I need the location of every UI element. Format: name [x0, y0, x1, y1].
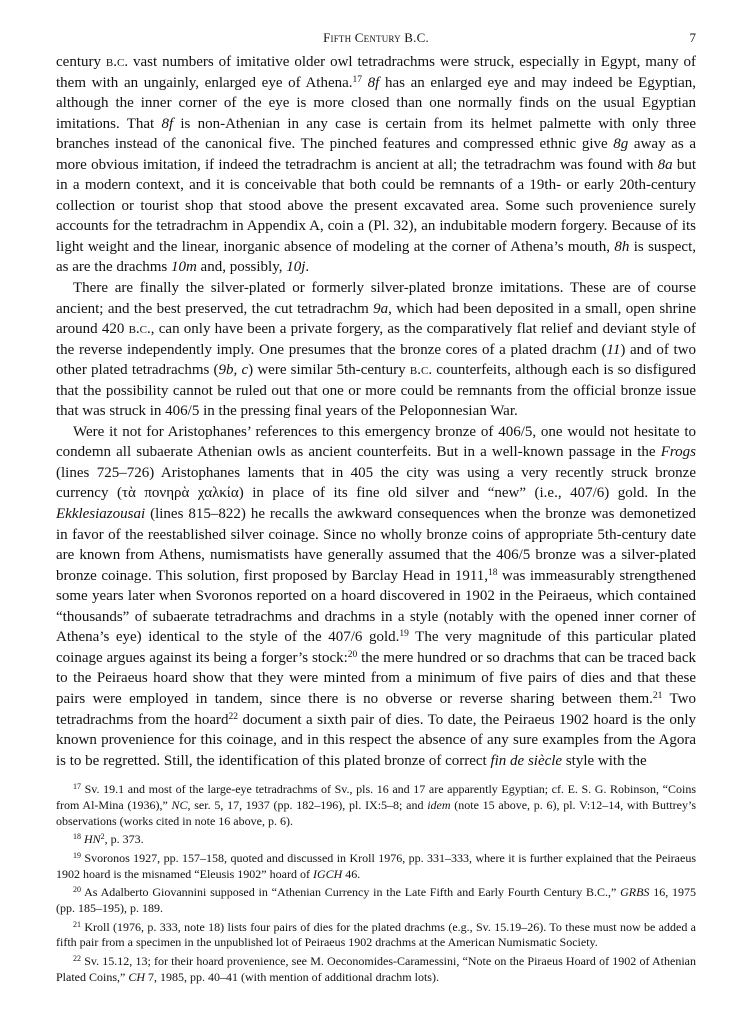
note-ref: 20 — [347, 649, 358, 660]
note-ref: 18 — [488, 567, 498, 578]
text-run: 16, 1975 (pp. 185–195), p. 189. — [56, 885, 696, 916]
page — [56, 30, 696, 986]
italic-run: IGCH — [312, 866, 343, 881]
text-run: Sv. 15.12, 13; for their hoard provenience, see M. Oeconomides-Caramessini, “Note on the Piraeus Hoard of 1902 of Athenian Plated Coins,” — [56, 954, 696, 984]
note-ref: 22 — [228, 711, 238, 722]
note-ref: 19 — [73, 850, 81, 860]
italic-run: idem — [427, 797, 451, 812]
small-caps-run: b.c. — [128, 321, 151, 338]
text-run: (lines 815–822) he recalls the awkward consequences when the bronze was demonetized in favor of the reestablished silver coinage. Since no wholly bronze coins of appropriate 5th-century date are known from Athens, numismatists have generally assumed that the 406/5 bronze was a silver-plated bronze coinage. This solution, first proposed by Barclay Head in 1911, — [56, 506, 696, 584]
text-run: , ser. 5, 17, 1937 (pp. 182–196), pl. IX:5–8; and — [187, 797, 428, 812]
text-run: . — [305, 259, 310, 276]
text-run: Svoronos 1927, pp. 157–158, quoted and discussed in Kroll 1976, pp. 331–333, where it is further explained that the Peiraeus 1902 hoard is the misnamed “Eleusis 1902” hoard of — [56, 850, 696, 881]
footnote — [56, 885, 696, 916]
text-run: ) were similar 5th-century — [248, 362, 410, 379]
italic-run: GRBS — [620, 885, 650, 900]
text-run: , p. 373. — [104, 832, 144, 847]
note-ref: 20 — [73, 885, 81, 895]
text-run: is suspect, as are the drachms — [56, 238, 696, 276]
note-ref: 17 — [73, 782, 81, 792]
note-ref: 22 — [73, 954, 81, 964]
footnotes — [56, 782, 696, 985]
text-run: Sv. 19.1 and most of the large-eye tetradrachms of Sv., pls. 16 and 17 are apparently Egyptian; cf. E. S. G. Robinson, “Coins from Al-Mina (1936),” — [56, 782, 696, 812]
small-caps-run: b.c. — [105, 54, 129, 70]
paragraph — [56, 422, 696, 771]
text-run: the mere hundred or so drachms that can be traced back to the Peiraeus hoard show that they were minted from a minimum of five pairs of dies and that these pairs were employed in tandem, since there is no obverse or reverse sharing between them. — [56, 649, 696, 707]
text-run: ) and of two other plated tetradrachms ( — [56, 341, 696, 379]
text-run: style with the — [562, 752, 647, 769]
italic-run: CH — [128, 969, 145, 984]
text-run: 7, 1985, pp. 40–41 (with mention of additional drachm lots). — [145, 969, 439, 984]
italic-run: fin de siècle — [490, 752, 563, 769]
italic-run: 8h — [614, 238, 630, 255]
italic-run: 10j — [286, 259, 306, 276]
italic-run: 9a — [373, 300, 389, 317]
body-text — [56, 52, 696, 771]
italic-run: HN — [84, 832, 101, 847]
paragraph — [56, 278, 696, 422]
italic-run: 8a — [657, 156, 673, 173]
italic-run: NC — [171, 797, 188, 812]
text-run: The very magnitude of this particular plated coinage argues against its being a forger’s stock: — [56, 629, 696, 666]
text-run: There are finally the silver-plated or formerly silver-plated bronze imitations. These are of course ancient; and the best preserved, the cut tetradrachm — [56, 280, 696, 317]
italic-run: 8g — [613, 136, 629, 153]
italic-run: 8f — [161, 115, 174, 132]
text-run: was immeasurably strengthened some years later when Svoronos reported on a hoard discovered in 1902 in the Peiraeus, which contained “thousands” of subaerate tetradrachms and drachms in a style (notably with the opened inner corner of Athena’s eye) identical to the style of the 407/6 gold. — [56, 567, 696, 646]
note-ref: 2 — [100, 832, 105, 842]
text-run: Were it not for Aristophanes’ references to this emergency bronze of 406/5, one would not hesitate to condemn all subaerate Athenian owls as ancient counterfeits. But in a well-known passage in the — [56, 423, 696, 461]
small-caps-run: b.c. — [409, 362, 433, 379]
italic-run: Ekklesiazousai — [56, 506, 146, 523]
footnote — [56, 782, 696, 829]
running-head — [56, 30, 696, 52]
footnote — [56, 954, 696, 985]
note-ref: 21 — [73, 919, 81, 929]
text-run: has an enlarged eye and may indeed be Egyptian, although the inner corner of the eye is more closed than one normally finds on the usual Egyptian imitations. That — [56, 74, 697, 132]
text-run: century — [56, 54, 106, 70]
note-ref: 17 — [352, 74, 363, 85]
text-run: , can only have been a private forgery, as the comparatively flat relief and deviant style of the reverse independently imply. One presumes that the bronze cores of a plated drachm ( — [56, 321, 696, 358]
text-run: (note 15 above, p. 6), pl. V:12–14, with Buttrey’s observations (works cited in note 16 above, p. 6). — [56, 797, 696, 828]
text-run: Kroll (1976, p. 333, note 18) lists four pairs of dies for the plated drachms (e.g., Sv. 15.19–26). To these must now be added a fifth pair from a specimen in the unpublished lot of Peiraeus 1902 drachms at the American Numismatic Society. — [56, 919, 696, 950]
page-number: 7 — [689, 30, 696, 45]
paragraph — [56, 52, 696, 278]
running-head-title: Fifth Century B.C. — [323, 30, 429, 45]
text-run: 46. — [342, 866, 361, 881]
text-run: , which had been deposited in a small, open shrine around 420 — [56, 300, 696, 338]
text-run: and, possibly, — [196, 259, 287, 276]
text-run: is non-Athenian in any case is certain from its helmet palmette with only three branches instead of the canonical five. The pinched features and compressed ethnic give — [56, 115, 697, 153]
text-run: As Adalberto Giovannini supposed in “Athenian Currency in the Late Fifth and Early Fourth Century B.C.,” — [81, 885, 621, 900]
text-run: counterfeits, although each is so disfigured that the possibility cannot be ruled out that one or more could be remnants from the official bronze issue that was struck in 406/5 in the pressing final years of the Peloponnesian War. — [56, 362, 696, 420]
footnote — [56, 851, 696, 882]
text-run: document a sixth pair of dies. To date, the Peiraeus 1902 hoard is the only known provenience for this coinage, and in this respect the absence of any sure examples from the Agora is to be regretted. Still, the identification of this plated bronze of correct — [56, 711, 696, 769]
italic-run: 8f — [367, 74, 380, 91]
italic-run: 11 — [606, 341, 621, 358]
note-ref: 18 — [73, 832, 81, 842]
text-run: vast numbers of imitative older owl tetradrachms were struck, especially in Egypt, many of them with an ungainly, enlarged eye of Athena. — [56, 54, 696, 91]
italic-run: 10m — [170, 259, 197, 276]
text-run: Two tetradrachms from the hoard — [56, 690, 696, 728]
text-run: (lines 725–726) Aristophanes laments that in 405 the city was using a very recently struck bronze currency (τὰ πονηρὰ χαλκία) in place of its fine old silver and “new” (i.e., 407/6) gold. In the — [56, 464, 696, 502]
footnote — [56, 832, 696, 848]
text-run: but in a modern context, and it is conceivable that both could be remnants of a 19th- or early 20th-century collection or tourist shop that stood above the present excavated area. Some such provenience surely accounts for the tetradrachm in Appendix A, coin a (Pl. 32), an indubitable modern forgery. Because of its light weight and the linear, inorganic absence of modeling at the corner of Athena’s mouth, — [56, 156, 696, 255]
note-ref: 21 — [652, 690, 663, 701]
italic-run: 9b, c — [218, 362, 249, 379]
note-ref: 19 — [399, 629, 409, 640]
footnote — [56, 920, 696, 951]
text-run: away as a more obvious imitation, if indeed the tetradrachm is ancient at all; the tetradrachm was found with — [56, 136, 696, 173]
italic-run: Frogs — [660, 444, 696, 461]
